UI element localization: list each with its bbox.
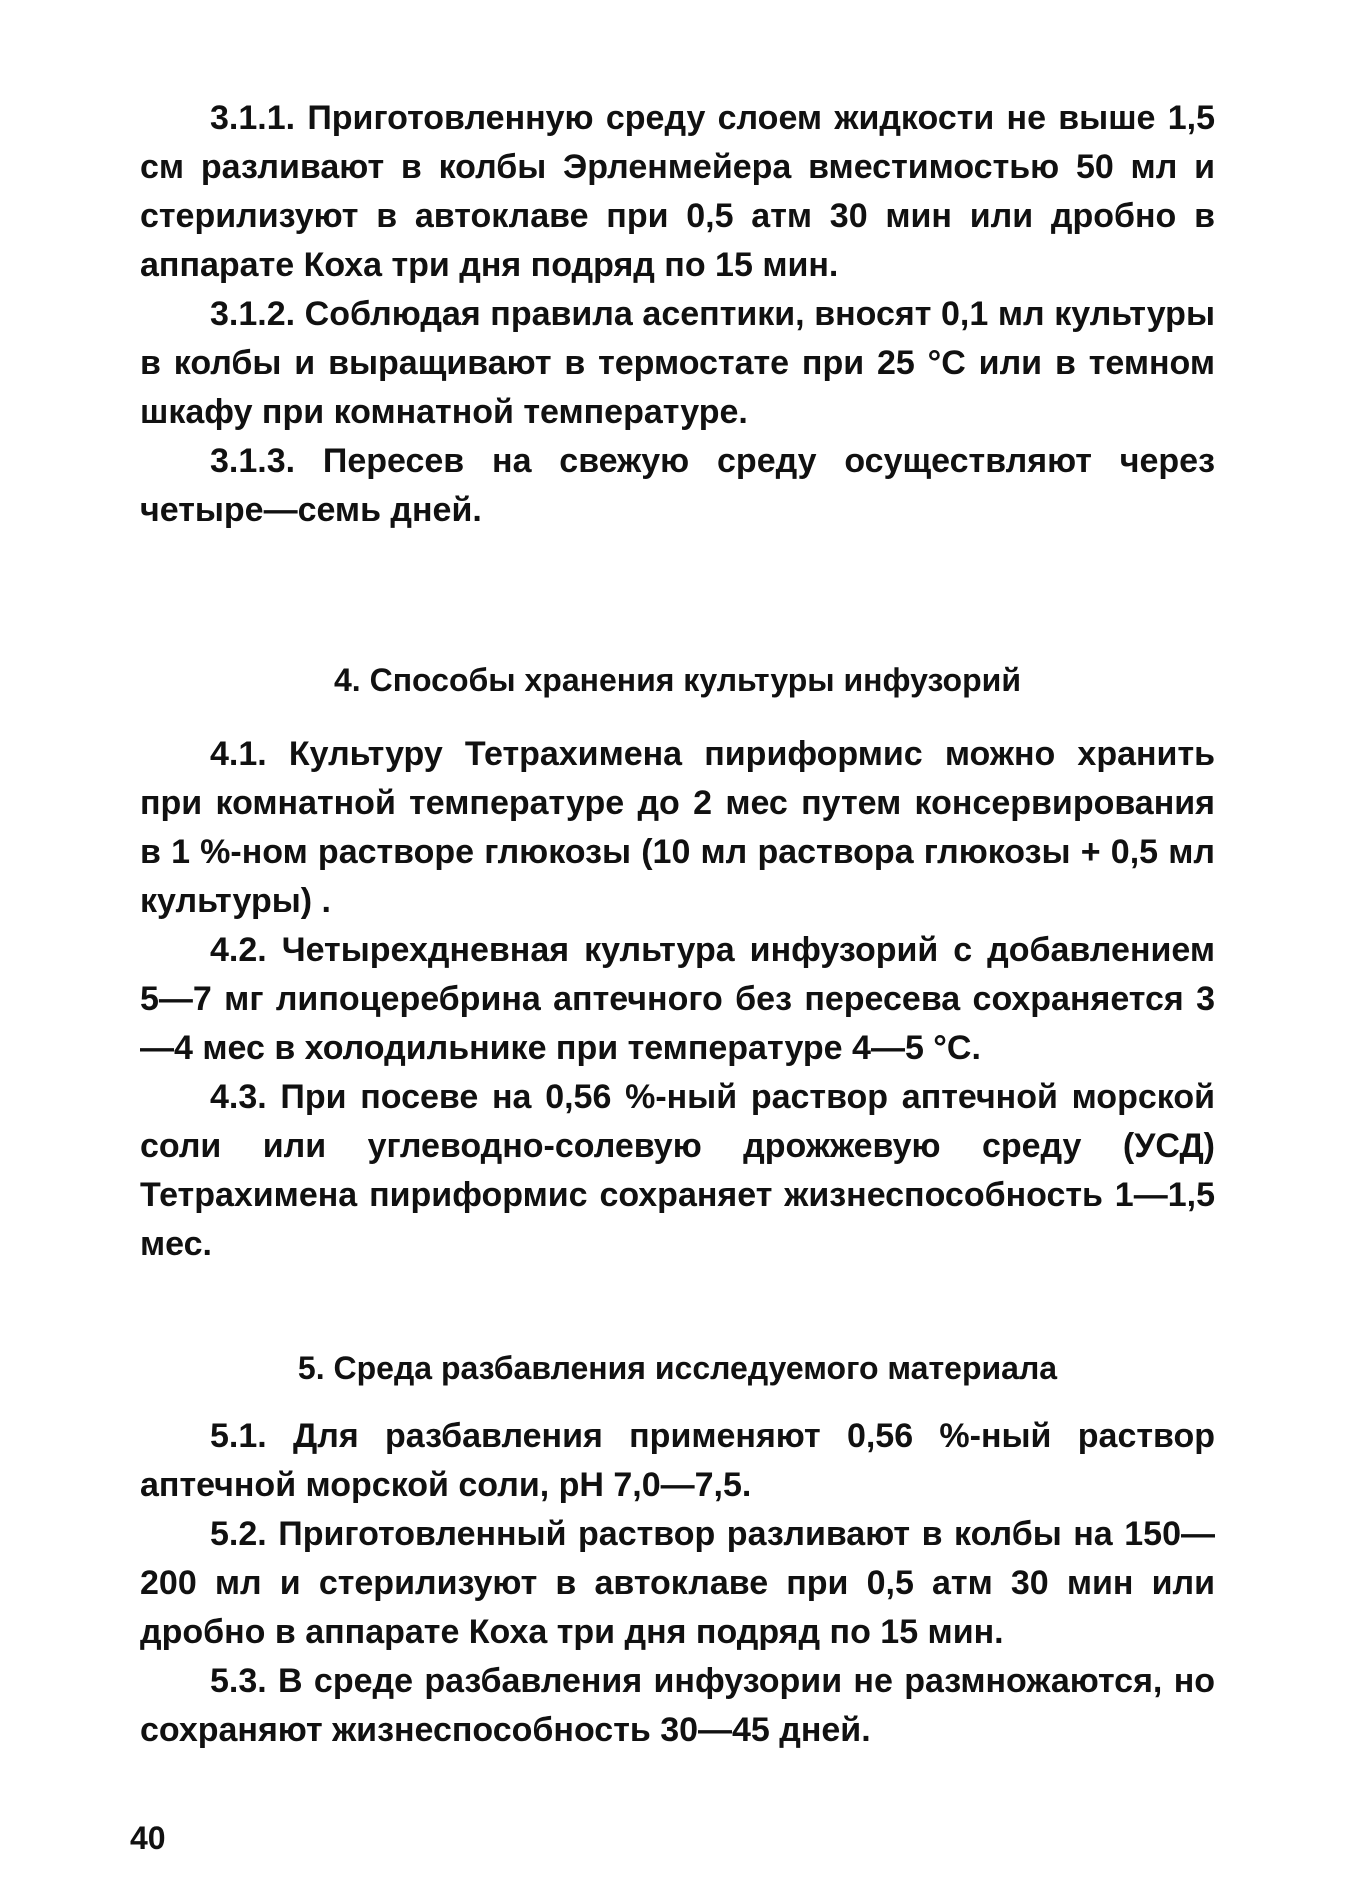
page-number: 40 [130, 1820, 166, 1856]
paragraph-3-1-2: 3.1.2. Соблюдая правила асептики, вносят 0,1 мл культуры в колбы и выращивают в термостате при 25 °С или в темном шкафу при комнатной температуре. [140, 295, 1215, 431]
paragraph-5-2: 5.2. Приготовленный раствор разливают в колбы на 150—200 мл и стерилизуют в автоклаве при 0,5 атм 30 мин или дробно в аппарате Коха три дня подряд по 15 мин. [140, 1515, 1215, 1651]
section-3-body [140, 94, 1215, 535]
section-4-heading: 4. Способы хранения культуры инфузорий [334, 662, 1021, 698]
paragraph-4-2: 4.2. Четырехдневная культура инфузорий с добавлением 5—7 мг липоцеребрина аптечного без пересева сохраняется 3—4 мес в холодильнике при температуре 4—5 °С. [140, 931, 1215, 1067]
paragraph-3-1-3: 3.1.3. Пересев на свежую среду осуществляют через четыре—семь дней. [140, 442, 1215, 529]
paragraph-3-1-1: 3.1.1. Приготовленную среду слоем жидкости не выше 1,5 см разливают в колбы Эрленмейера вместимостью 50 мл и стерилизуют в автоклаве при 0,5 атм 30 мин или дробно в аппарате Коха три дня подряд по 15 мин. [140, 99, 1215, 284]
section-5-heading: 5. Среда разбавления исследуемого материала [297, 1350, 1058, 1386]
paragraph-5-1: 5.1. Для разбавления применяют 0,56 %-ный раствор аптечной морской соли, рН 7,0—7,5. [140, 1417, 1215, 1504]
section-4-body [140, 730, 1215, 1269]
paragraph-4-1: 4.1. Культуру Тетрахимена пириформис можно хранить при комнатной температуре до 2 мес путем консервирования в 1 %-ном растворе глюкозы (10 мл раствора глюкозы + 0,5 мл культуры) . [140, 735, 1215, 920]
paragraph-4-3: 4.3. При посеве на 0,56 %-ный раствор аптечной морской соли или углеводно-солевую дрожжевую среду (УСД) Тетрахимена пириформис сохраняет жизнеспособность 1—1,5 мес. [140, 1078, 1215, 1263]
section-5-body [140, 1412, 1215, 1755]
paragraph-5-3: 5.3. В среде разбавления инфузории не размножаются, но сохраняют жизнеспособность 30—45 дней. [140, 1662, 1215, 1749]
